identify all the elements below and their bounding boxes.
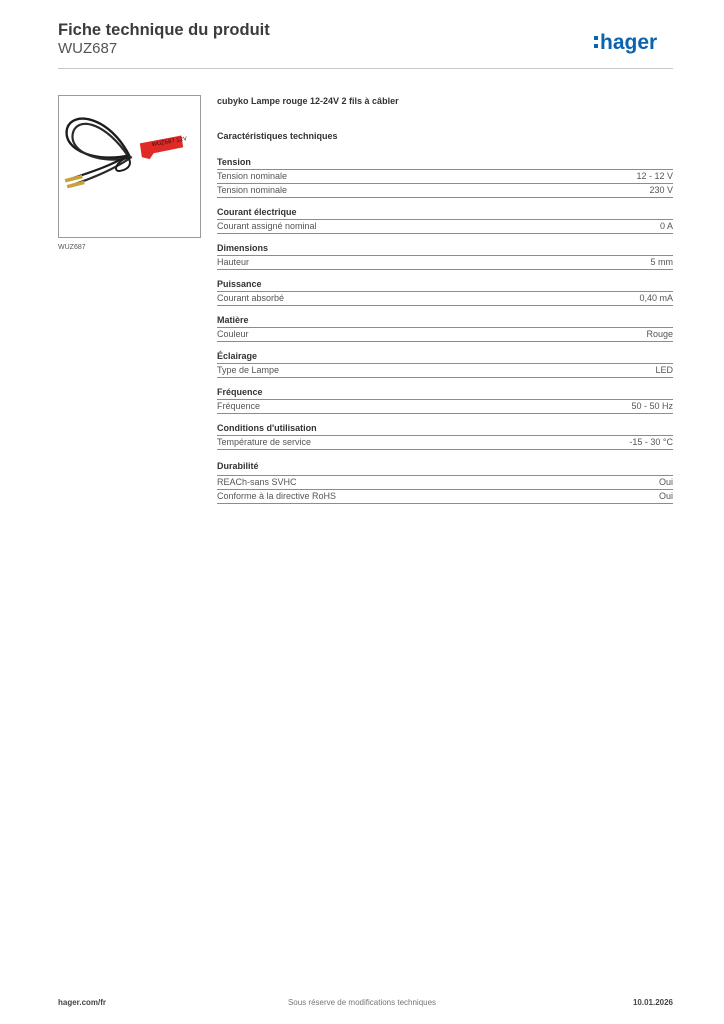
footer-website-link[interactable]: hager.com/fr [58, 998, 107, 1007]
footer-disclaimer: Sous réserve de modifications techniques [287, 998, 437, 1007]
spec-value: LED [655, 365, 673, 375]
spec-row [217, 328, 673, 342]
spec-row [217, 436, 673, 450]
spec-row [217, 220, 673, 234]
spec-label: Type de Lampe [217, 365, 280, 375]
spec-group-title: Dimensions [217, 242, 673, 256]
spec-group-title: Matière [217, 314, 673, 328]
spec-content [217, 95, 673, 504]
spec-group-title: Fréquence [217, 386, 673, 400]
spec-label: Température de service [217, 437, 312, 447]
spec-label: Tension nominale [217, 185, 288, 195]
spec-row [217, 292, 673, 306]
spec-value: 0,40 mA [639, 293, 673, 303]
spec-row [217, 490, 673, 504]
spec-label: Courant assigné nominal [217, 221, 317, 231]
spec-label: Conforme à la directive RoHS [217, 491, 337, 501]
spec-label: Hauteur [217, 257, 250, 267]
spec-value: 230 V [649, 185, 673, 195]
spec-group-title: Puissance [217, 278, 673, 292]
spec-group-title: Durabilité [217, 460, 673, 476]
spec-label: REACh-sans SVHC [217, 477, 297, 487]
spec-label: Couleur [217, 329, 249, 339]
spec-label: Courant absorbé [217, 293, 285, 303]
product-image [58, 95, 201, 238]
product-name: cubyko Lampe rouge 12-24V 2 fils à câbler [217, 96, 399, 106]
spec-value: Oui [658, 491, 673, 501]
spec-group-title: Tension [217, 156, 673, 170]
header-divider [58, 68, 673, 69]
page-title: Fiche technique du produit [58, 21, 270, 39]
spec-row [217, 170, 673, 184]
spec-value: -15 - 30 °C [629, 437, 673, 447]
hager-logo [594, 30, 674, 56]
spec-row [217, 400, 673, 414]
lamp-cable-illustration [59, 96, 200, 237]
product-reference: WUZ687 [58, 40, 118, 57]
spec-label: Tension nominale [217, 171, 288, 181]
footer-date: 10.01.2026 [632, 998, 673, 1007]
spec-value: 12 - 12 V [636, 171, 673, 181]
spec-group-title: Conditions d'utilisation [217, 422, 673, 436]
spec-label: Fréquence [217, 401, 261, 411]
spec-heading: Caractéristiques techniques [217, 131, 338, 141]
spec-row [217, 184, 673, 198]
spec-value: Rouge [646, 329, 673, 339]
spec-group-title: Courant électrique [217, 206, 673, 220]
spec-value: Oui [658, 477, 673, 487]
spec-value: 50 - 50 Hz [631, 401, 673, 411]
spec-value: 0 A [659, 221, 673, 231]
spec-row [217, 364, 673, 378]
spec-row [217, 256, 673, 270]
spec-row [217, 476, 673, 490]
spec-value: 5 mm [650, 257, 673, 267]
spec-group-title: Éclairage [217, 350, 673, 364]
svg-text:WUZ687 12V: WUZ687 12V [151, 136, 188, 149]
svg-text:hager: hager [600, 31, 658, 54]
image-caption: WUZ687 [58, 244, 86, 251]
